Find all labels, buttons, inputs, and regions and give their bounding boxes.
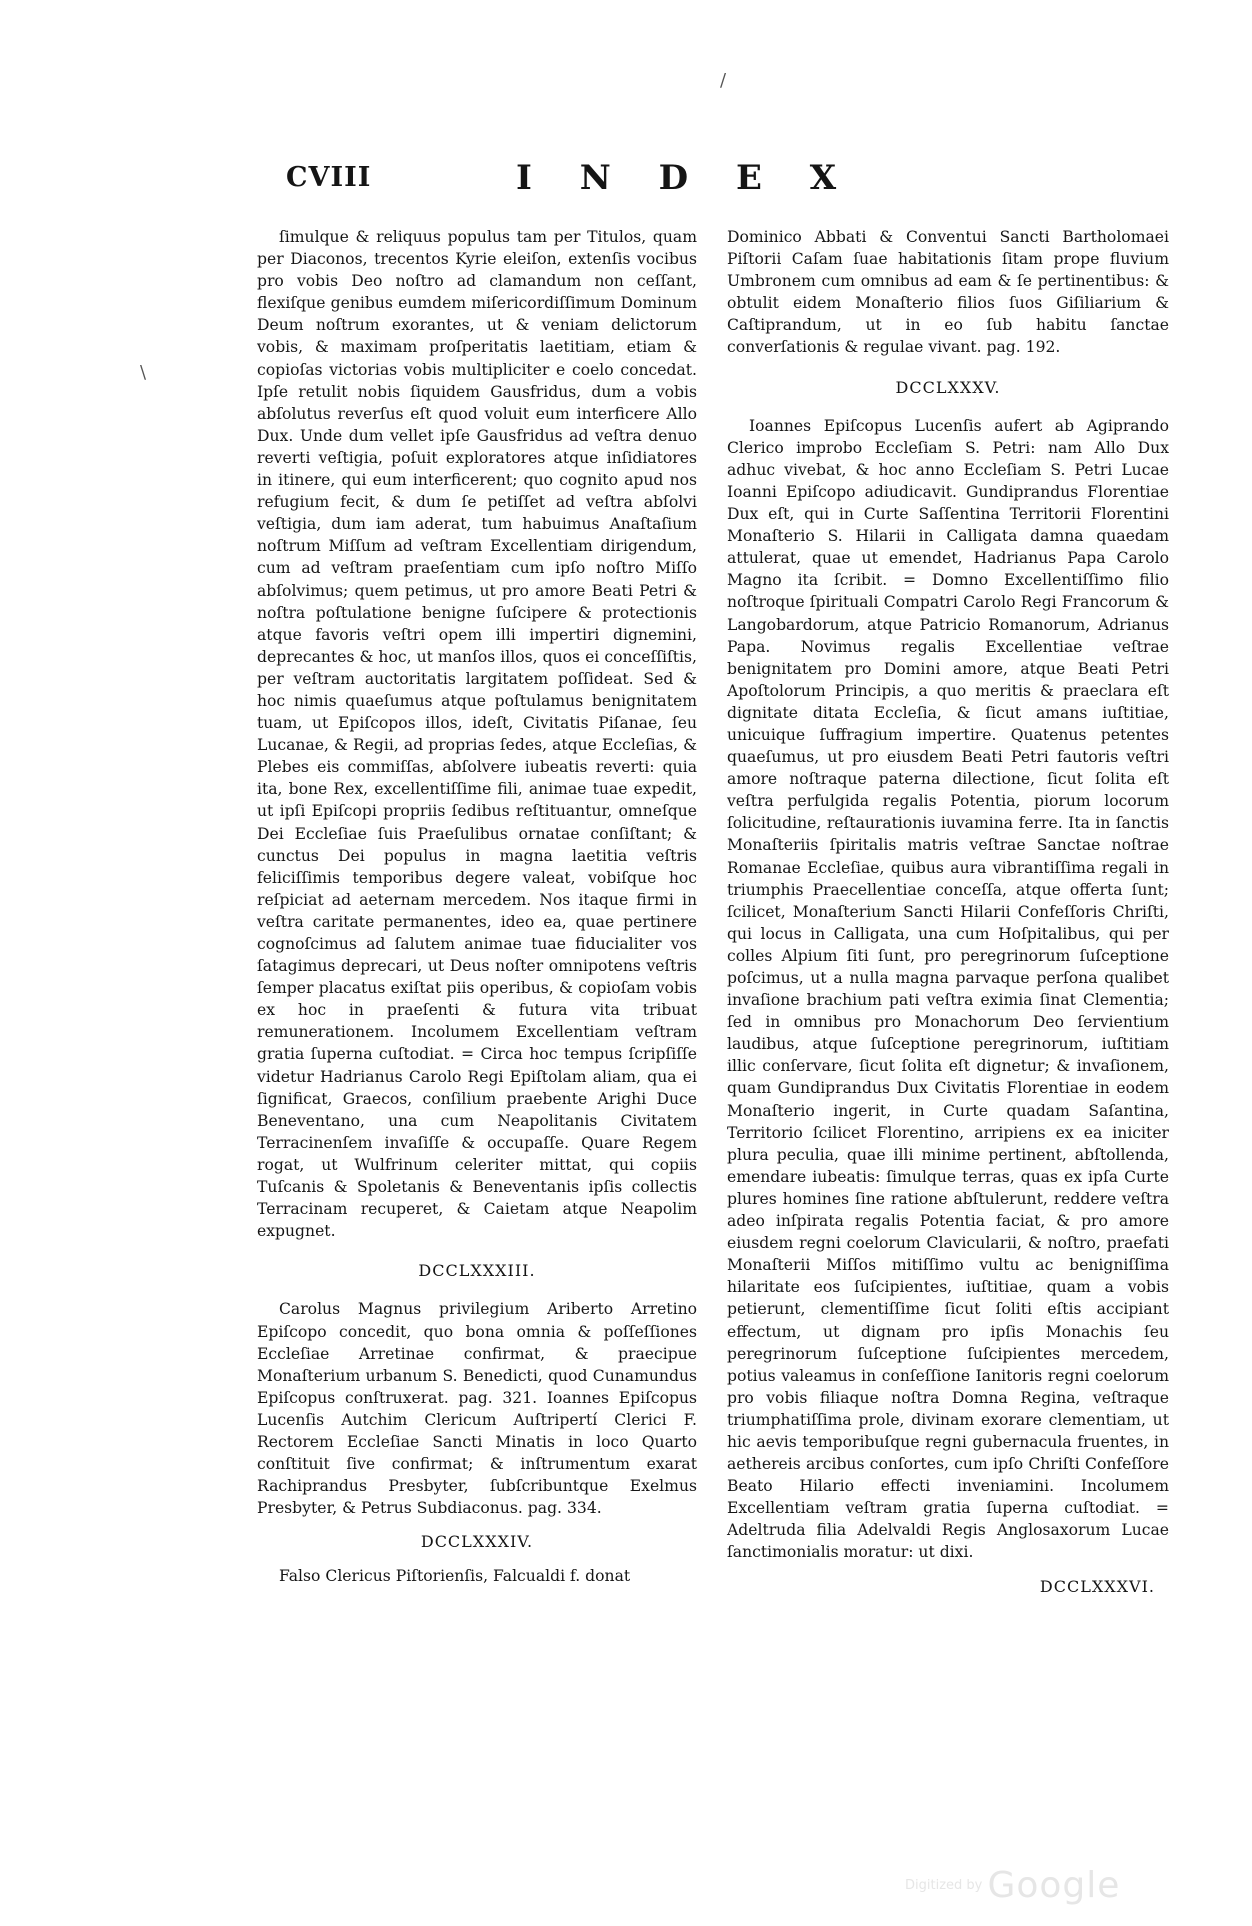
watermark-small-text: Digitized by: [905, 1878, 983, 1893]
margin-mark: /: [720, 70, 727, 91]
left-text-column: [257, 226, 697, 1588]
page-header: [286, 158, 966, 202]
page-number: CVIII: [286, 162, 372, 193]
section-heading: DCCLXXXVI.: [1039, 1576, 1155, 1596]
section-heading: DCCLXXXIII.: [418, 1261, 536, 1281]
running-head-title: I N D E X: [516, 158, 855, 198]
digitization-watermark: [905, 1865, 1120, 1906]
margin-mark: \: [140, 362, 147, 383]
watermark-logo: Google: [987, 1865, 1121, 1906]
paragraph: Falso Clericus Piſtorienſis, Falcualdi f. donat: [279, 1567, 631, 1586]
right-text-column: [727, 226, 1169, 1598]
section-heading: DCCLXXXV.: [895, 377, 1001, 397]
paragraph: Ioannes Epiſcopus Lucenſis aufert ab Agiprando Clerico improbo Eccleſiam S. Petri: nam Allo Dux adhuc vivebat, & hoc anno Eccleſiam S. Petri Lucae Ioanni Epiſcopo adiudicavit. Gundiprandus Florentiae Dux eſt, qui in Curte Saſſentina Territorii Florentini Monaſterio S. Hilarii in Calligata damna quaedam attulerat, quae ut emendet, Hadrianus Papa Carolo Magno ita ſcribit. = Domno Excellentiſſimo filio noſtroque ſpirituali Compatri Carolo Regi Francorum & Langobardorum, atque Patricio Romanorum, Adrianus Papa. Novimus regalis Excellentiae veſtrae benignitatem pro Domini amore, atque Beati Petri Apoſtolorum Principis, a quo meritis & praeclara eſt dignitate ditata Eccleſia, & ſicut amans iuſtitiae, unicuique ſuffragium impertire. Quatenus petentes quaeſumus, ut pro eiusdem Beati Petri fautoris veſtri amore noſtraque paterna dilectione, ſicut ſolita eſt veſtra perfulgida regalis Potentia, piorum locorum ſolicitudine, reſtaurationis iuvamina ferre. Ita in ſanctis Monaſteriis ſpiritalis matris veſtrae Sanctae noſtrae Romanae Eccleſiae, quibus aura vibrantiſſima regali in triumphis Praecellentiae conceſſa, atque offerta ſunt; ſcilicet, Monaſterium Sancti Hilarii Confeſſoris Chriſti, qui locus in Calligata, una cum Hoſpitalibus, qui per colles Alpium ſiti ſunt, pro peregrinorum ſuſceptione poſcimus, ut a nulla magna parvaque perſona qualibet invaſione brachium pati veſtra eximia ſinat Clementia; ſed in omnibus pro Monachorum Deo ſervientium laudibus, atque ſuſceptione peregrinorum, iuſtitiam illic conſervare, ſicut ſolita eſt dignetur; & invaſionem, quam Gundiprandus Dux Civitatis Florentiae in eodem Monaſterio ingerit, in Curte quadam Saſantina, Territorio ſcilicet Florentino, arripiens ex ea iniciter plura peculia, quae illi minime pertinent, abſtollenda, emendare iubeatis: ſimulque terras, quas ex ipſa Curte plures homines ſine ratione abſtulerunt, reddere veſtra adeo inſpirata regalis Potentia faciat, & pro amore eiusdem regni coelorum Clavicularii, & noſtro, praefati Monaſterii Miſſos mitiſſimo vultu ac benigniſſima hilaritate eos ſuſcipientes, iuſtitiae, quam a vobis petierunt, clementiſſime ſicut ſoliti eſtis accipiant effectum, ut dignam pro ipſis Monachis ſeu peregrinorum ſuſceptione ſuſcipientes mercedem, potius valeamus in conſeſſione Ianitoris regni coelorum pro vobis filiaque noſtra Domna Regina, veſtraque triumphatiſſima prole, divinam exorare clementiam, ut hic aevis temporibuſque regni gubernacula fruentes, in aethereis arcibus conſortes, cum ipſo Chriſti Confeſſore Beato Hilario effecti inveniamini. Incolumem Excellentiam veſtram gratia ſuperna cuſtodiat. = Adeltruda filia Adelvaldi Regis Anglosaxorum Lucae ſanctimonialis moratur: ut dixi.: [727, 416, 1169, 1562]
paragraph: ſimulque & reliquus populus tam per Titulos, quam per Diaconos, trecentos Kyrie eleiſon, extenſis vocibus pro vobis Deo noſtro ad clamandum non ceſſant, flexiſque genibus eumdem miſericordiſſimum Dominum Deum noſtrum exorantes, ut & veniam delictorum vobis, & maximam proſperitatis laetitiam, etiam & copioſas victorias vobis multipliciter e coelo concedat. Ipſe retulit nobis ſiquidem Gausfridus, dum a vobis abſolutus reverſus eſt quod voluit eum interficere Allo Dux. Unde dum vellet ipſe Gausfridus ad veſtra denuo reverti veſtigia, poſuit exploratores atque inſidiatores in itinere, qui eum interficerent; quo cognito apud nos refugium fecit, & dum ſe petiſſet ad veſtra abſolvi veſtigia, dum iam aderat, tum habuimus Anaſtaſium noſtrum Miſſum ad veſtram Excellentiam dirigendum, cum ad veſtram praeſentiam cum ipſo noſtro Miſſo abſolvimus; quem petimus, ut pro amore Beati Petri & noſtra poſtulatione benigne ſuſcipere & protectionis atque favoris veſtri opem illi impertiri dignemini, deprecantes & hoc, ut manſos illos, quos ei conceſſiſtis, per veſtram auctoritatis largitatem poſſideat. Sed & hoc nimis quaeſumus atque poſtulamus benignitatem tuam, ut Epiſcopos illos, ideſt, Civitatis Piſanae, ſeu Lucanae, & Regii, ad proprias ſedes, atque Eccleſias, & Plebes eis commiſſas, abſolvere iubeatis reverti: quia ita, bone Rex, excellentiſſime fili, animae tuae expedit, ut ipſi Epiſcopi propriis ſedibus reſtituantur, omneſque Dei Eccleſiae ſuis Praeſulibus ornatae conſiſtant; & cunctus Dei populus in magna laetitia veſtris feliciſſimis temporibus degere valeat, vobiſque hoc reſpiciat ad aeternam mercedem. Nos itaque firmi in veſtra caritate permanentes, ideo ea, quae pertinere cognoſcimus ad ſalutem animae tuae fiducialiter vos ſatagimus deprecari, ut Deus noſter omnipotens veſtris ſemper placatus exiſtat piis operibus, & copioſam vobis ex hoc in praeſenti & futura vita tribuat remunerationem. Incolumem Excellentiam veſtram gratia ſuperna cuſtodiat. = Circa hoc tempus ſcripſiſſe videtur Hadrianus Carolo Regi Epiſtolam aliam, qua ei ſignificat, Graecos, conſilium praebente Arighi Duce Beneventano, una cum Neapolitanis Civitatem Terracinenſem invaſiſſe & occupaſſe. Quare Regem rogat, ut Wulfrinum celeriter mittat, qui copiis Tuſcanis & Spoletanis & Beneventanis ipſis collectis Terracinam recuperet, & Caietam atque Neapolim expugnet.: [257, 228, 697, 1241]
section-heading: DCCLXXXIV.: [420, 1532, 534, 1552]
paragraph: Dominico Abbati & Conventui Sancti Bartholomaei Piſtorii Caſam ſuae habitationis ſitam prope fluvium Umbronem cum omnibus ad eam & ſe pertinentibus: & obtulit eidem Monaſterio filios ſuos Giſiliarium & Caſtiprandum, ut in eo ſub habitu ſanctae converſationis & regulae vivant. pag. 192.: [727, 228, 1169, 357]
paragraph: Carolus Magnus privilegium Ariberto Arretino Epiſcopo concedit, quo bona omnia & poſſeſſiones Eccleſiae Arretinae confirmat, & praecipue Monaſterium urbanum S. Benedicti, quod Cunamundus Epiſcopus conſtruxerat. pag. 321. Ioannes Epiſcopus Lucenſis Autchim Clericum Auſtripertí Clerici F. Rectorem Eccleſiae Sancti Minatis in loco Quarto conſtituit ſive confirmat; & inſtrumentum exarat Rachiprandus Presbyter, ſubſcribuntque Exelmus Presbyter, & Petrus Subdiaconus. pag. 334.: [257, 1300, 697, 1518]
